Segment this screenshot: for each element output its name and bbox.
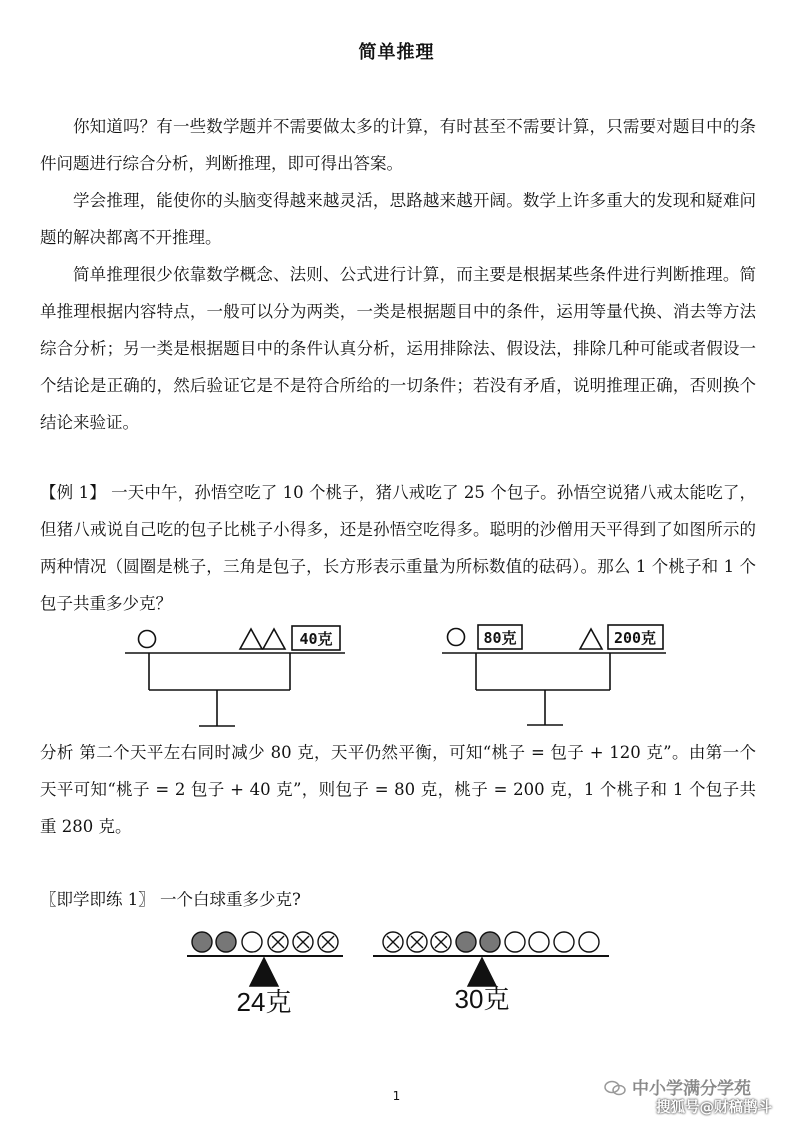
bun-triangle bbox=[240, 629, 262, 649]
example-1-text: 【例 1】 一天中午，孙悟空吃了 10 个桃子，猪八戒吃了 25 个包子。孙悟空说猪八戒太能吃了，但猪八戒说自己吃的包子比桃子小得多，还是孙悟空吃得多。聪明的沙僧用天平得到了如图所示的两种情况（圆圈是桃子，三角是包子，长方形表示重量为所标数值的砝码）。那么 1 个桃子和 1 个包子共重多少克？ bbox=[40, 483, 756, 613]
watermark-text-1: 中小学满分学苑 bbox=[632, 1079, 751, 1099]
bun-triangle bbox=[580, 629, 602, 649]
analysis-text: 分析 第二个天平左右同时减少 80 克，天平仍然平衡，可知“桃子 = 包子 + 120 克”。由第一个天平可知“桃子 = 2 包子 + 40 克”，则包子 = 80 克，桃子 = 200 克，1 个桃子和 1 个包子共重 280 克。 bbox=[40, 743, 756, 836]
bun-triangle bbox=[263, 629, 285, 649]
weight-label-80: 80克 bbox=[483, 629, 517, 647]
page-title: 简单推理 bbox=[358, 42, 435, 63]
watermark-line-2: 搜狐号@财稿鹊斗 bbox=[656, 1100, 772, 1116]
page-number: 1 bbox=[392, 1089, 401, 1103]
wechat-logo-icon bbox=[604, 1080, 626, 1096]
practice-balance-right bbox=[373, 932, 609, 986]
intro-paragraph-1: 你知道吗？有一些数学题并不需要做太多的计算，有时甚至不需要计算，只需要对题目中的条件问题进行综合分析，判断推理，即可得出答案。 bbox=[40, 117, 756, 173]
practice-balance-left bbox=[187, 932, 343, 986]
intro-paragraph-2: 学会推理，能使你的头脑变得越来越灵活，思路越来越开阔。数学上许多重大的发现和疑难问题的解决都离不开推理。 bbox=[40, 191, 756, 247]
white-ball bbox=[242, 932, 262, 952]
peach-circle bbox=[139, 631, 156, 648]
peach-circle bbox=[448, 629, 465, 646]
weight-label-40: 40克 bbox=[299, 630, 333, 648]
practice-right-label: 30克 bbox=[454, 984, 510, 1014]
weight-label-200: 200克 bbox=[613, 629, 657, 647]
practice-left-label: 24克 bbox=[236, 987, 292, 1017]
intro-paragraph-3: 简单推理很少依靠数学概念、法则、公式进行计算，而主要是根据某些条件进行判断推理。简单推理根据内容特点，一般可以分为两类，一类是根据题目中的条件，运用等量代换、消去等方法综合分析；另一类是根据题目中的条件认真分析，运用排除法、假设法，排除几种可能或者假设一个结论是正确的，然后验证它是不是符合所给的一切条件；若没有矛盾，说明推理正确，否则换个结论来验证。 bbox=[40, 265, 756, 432]
practice-1-prompt: 〖即学即练 1〗 一个白球重多少克? bbox=[40, 890, 301, 909]
